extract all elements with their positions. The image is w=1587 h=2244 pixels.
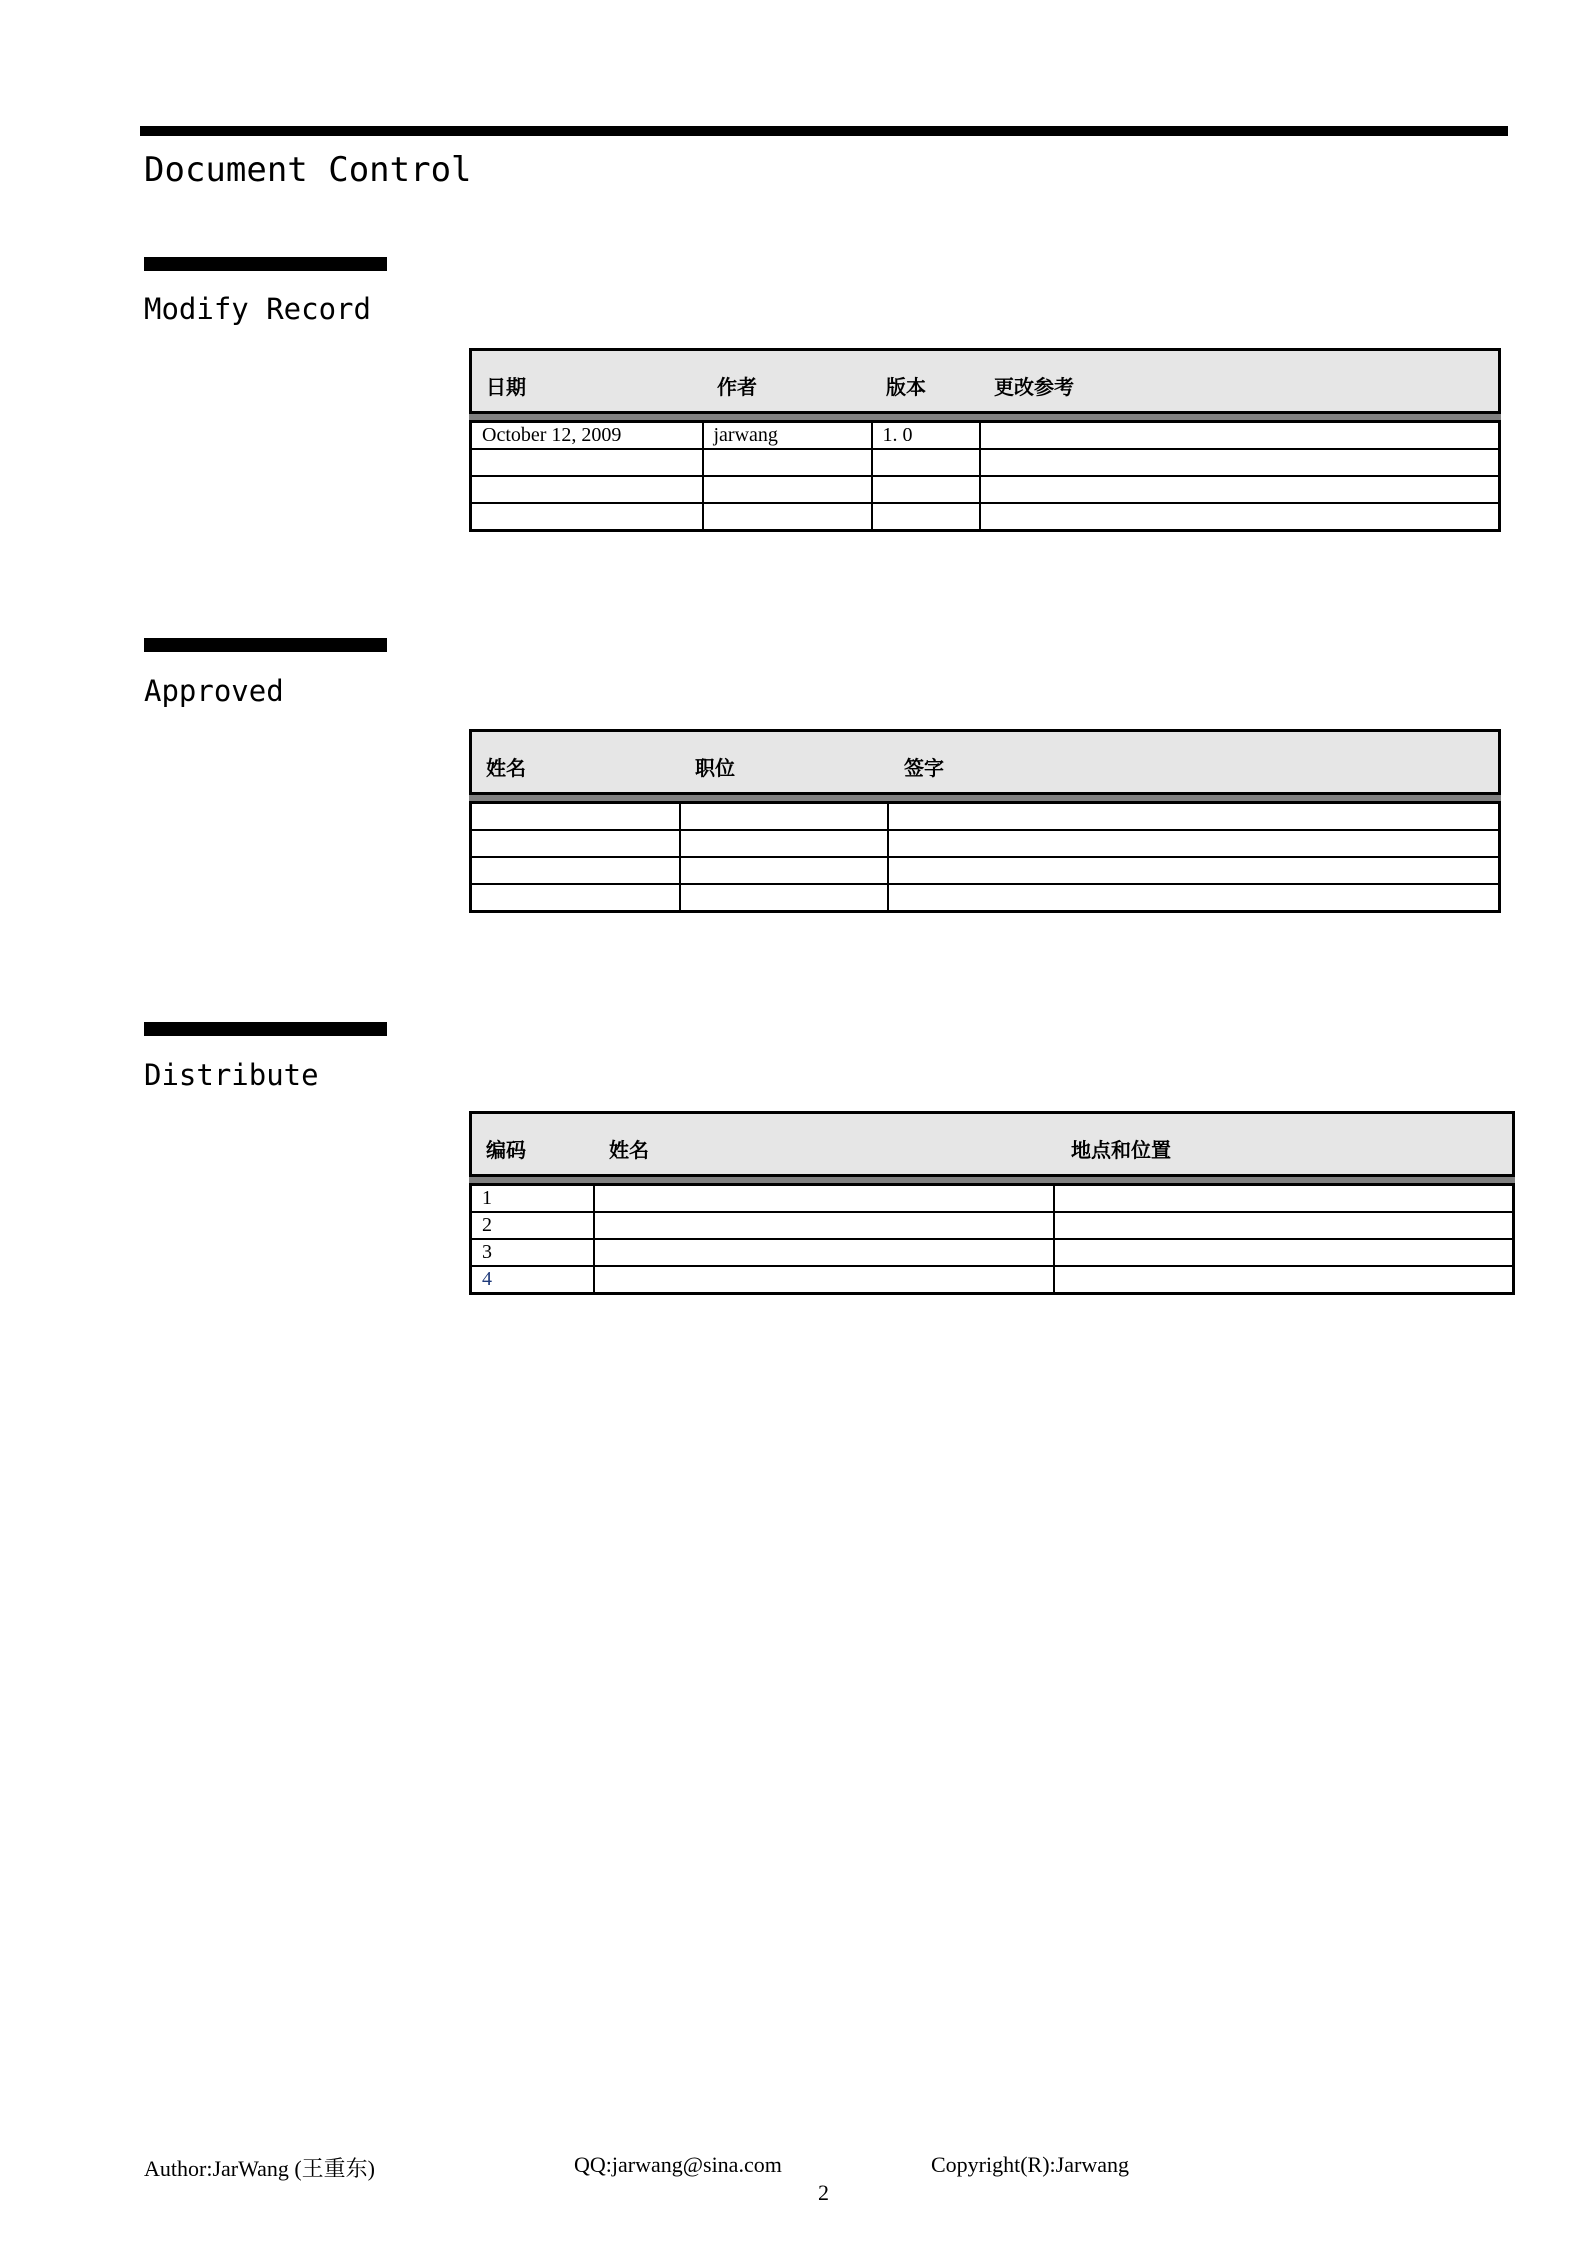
table-row xyxy=(471,476,1500,503)
table-header xyxy=(469,348,1501,414)
section-heading-approved: Approved xyxy=(144,674,284,708)
table-row xyxy=(471,503,1500,531)
approved-table xyxy=(469,729,1501,913)
header-change-ref: 更改参考 xyxy=(994,375,1074,399)
cell xyxy=(1054,1185,1514,1213)
cell-date: October 12, 2009 xyxy=(471,422,703,450)
cell-version: 1. 0 xyxy=(872,422,980,450)
table-row xyxy=(471,1185,1514,1213)
cell-code: 2 xyxy=(471,1212,594,1239)
cell xyxy=(680,803,888,831)
distribute-table xyxy=(469,1111,1515,1295)
section-heading-modify: Modify Record xyxy=(144,292,371,326)
cell xyxy=(872,476,980,503)
footer-author: Author:JarWang (王重东) xyxy=(144,2156,376,2181)
cell xyxy=(471,857,680,884)
cell xyxy=(471,476,703,503)
cell xyxy=(888,803,1500,831)
section-bar xyxy=(144,257,387,271)
table-row xyxy=(471,1212,1514,1239)
table-row xyxy=(471,422,1500,450)
table-row xyxy=(471,857,1500,884)
distribute-body xyxy=(469,1183,1515,1295)
cell xyxy=(471,830,680,857)
table-row xyxy=(471,1239,1514,1266)
cell-code: 3 xyxy=(471,1239,594,1266)
cell xyxy=(1054,1266,1514,1294)
header-date: 日期 xyxy=(486,375,526,399)
header-name: 姓名 xyxy=(486,756,526,780)
modify-record-table xyxy=(469,348,1501,532)
cell-author: jarwang xyxy=(703,422,872,450)
cell xyxy=(703,449,872,476)
section-bar xyxy=(144,638,387,652)
table-row xyxy=(471,884,1500,912)
header-name: 姓名 xyxy=(609,1138,649,1162)
cell xyxy=(594,1266,1054,1294)
header-location: 地点和位置 xyxy=(1071,1138,1171,1162)
cell xyxy=(1054,1239,1514,1266)
cell xyxy=(980,476,1500,503)
footer-qq: QQ:jarwang@sina.com xyxy=(574,2152,782,2177)
cell xyxy=(471,503,703,531)
table-header xyxy=(469,1111,1515,1177)
cell xyxy=(888,857,1500,884)
cell xyxy=(680,830,888,857)
approved-body xyxy=(469,801,1501,913)
cell-change-ref xyxy=(980,422,1500,450)
cell xyxy=(980,449,1500,476)
cell xyxy=(703,503,872,531)
modify-record-body xyxy=(469,420,1501,532)
header-signature: 签字 xyxy=(904,756,944,780)
cell xyxy=(471,449,703,476)
cell xyxy=(594,1185,1054,1213)
cell xyxy=(980,503,1500,531)
cell xyxy=(594,1239,1054,1266)
cell xyxy=(471,884,680,912)
page-title: Document Control xyxy=(144,150,472,190)
cell xyxy=(471,803,680,831)
cell xyxy=(680,857,888,884)
table-row xyxy=(471,830,1500,857)
page-number: 2 xyxy=(818,2180,829,2205)
section-bar xyxy=(144,1022,387,1036)
cell-code: 1 xyxy=(471,1185,594,1213)
header-position: 职位 xyxy=(695,756,735,780)
cell xyxy=(872,503,980,531)
header-code: 编码 xyxy=(486,1138,526,1162)
table-row xyxy=(471,1266,1514,1294)
cell-code: 4 xyxy=(471,1266,594,1294)
top-rule xyxy=(140,126,1508,136)
cell xyxy=(1054,1212,1514,1239)
cell xyxy=(888,830,1500,857)
table-row xyxy=(471,449,1500,476)
section-heading-distribute: Distribute xyxy=(144,1058,319,1092)
cell xyxy=(888,884,1500,912)
cell xyxy=(680,884,888,912)
table-row xyxy=(471,803,1500,831)
cell xyxy=(594,1212,1054,1239)
cell xyxy=(703,476,872,503)
header-version: 版本 xyxy=(886,375,926,399)
table-header xyxy=(469,729,1501,795)
header-author: 作者 xyxy=(717,375,757,399)
footer-copyright: Copyright(R):Jarwang xyxy=(931,2152,1129,2177)
cell xyxy=(872,449,980,476)
